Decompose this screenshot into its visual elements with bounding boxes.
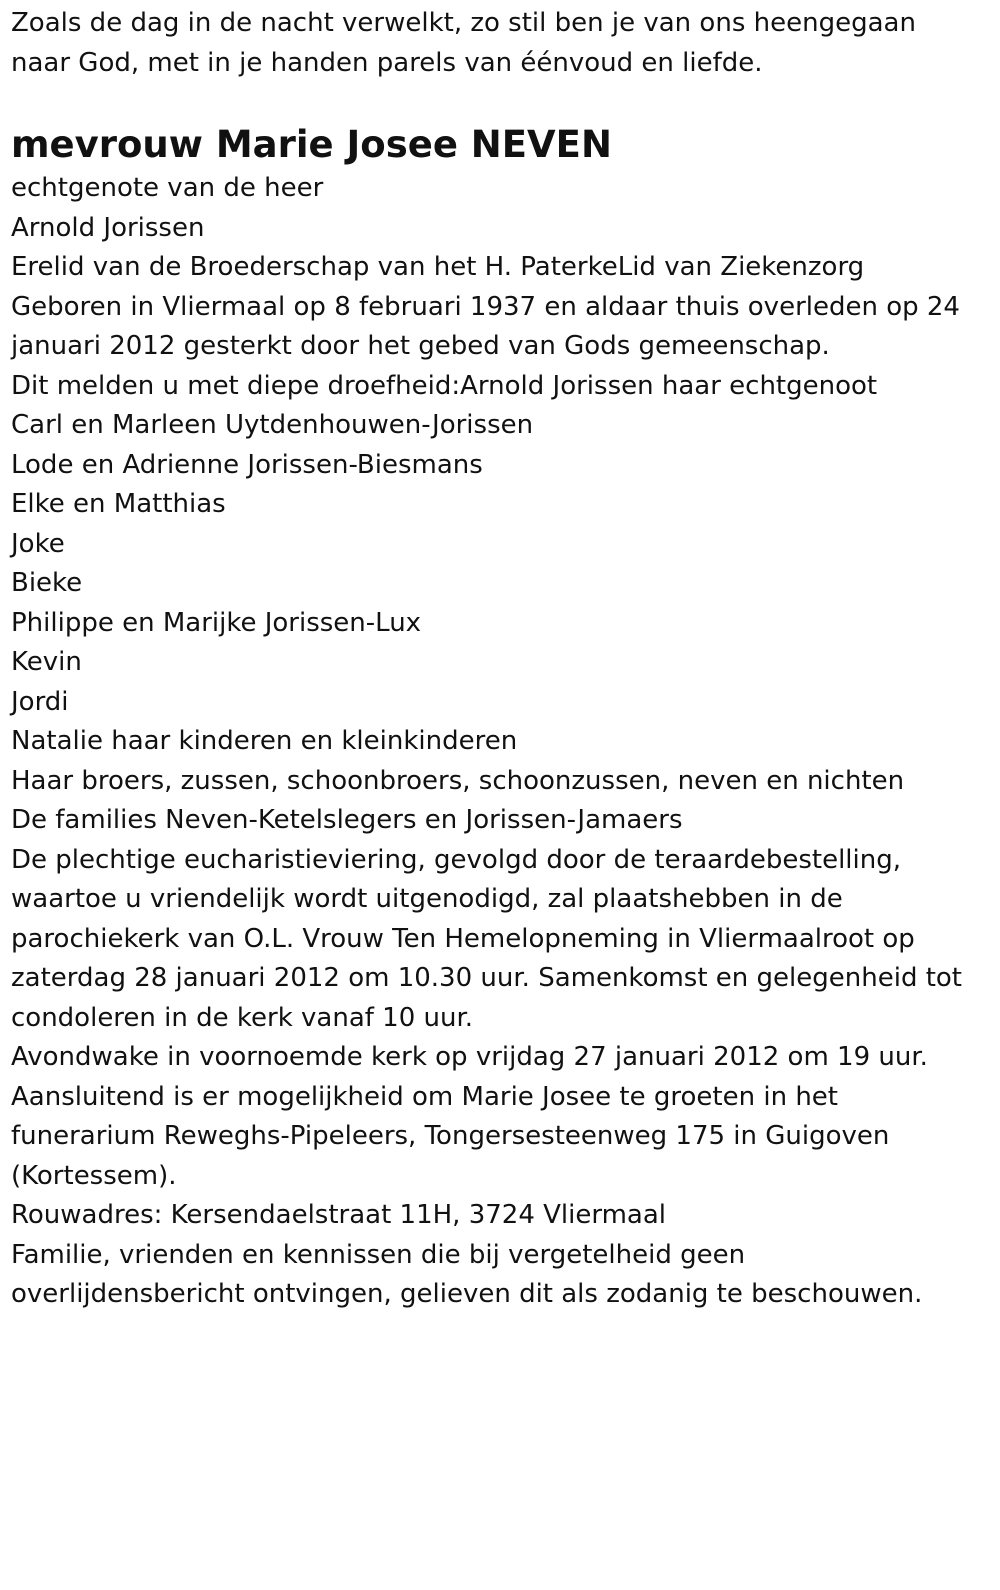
closing-line: Familie, vrienden en kennissen die bij vergetelheid geen bbox=[11, 1239, 746, 1270]
mourner-line: Natalie haar kinderen en kleinkinderen bbox=[11, 726, 518, 756]
ceremony-line: (Kortessem). bbox=[11, 1160, 177, 1191]
mourner-line: Philippe en Marijke Jorissen-Lux bbox=[11, 607, 422, 638]
poem-line: naar God, met in je handen parels van éénvoud en liefde. bbox=[11, 47, 763, 78]
birth-death-line: januari 2012 gesterkt door het gebed van Gods gemeenschap. bbox=[11, 331, 830, 361]
mourning-address: Rouwadres: Kersendaelstraat 11H, 3724 Vliermaal bbox=[11, 1200, 667, 1230]
mourner-line: Carl en Marleen Uytdenhouwen-Jorissen bbox=[11, 410, 534, 440]
membership-block bbox=[11, 248, 990, 288]
mourners-block bbox=[11, 367, 990, 841]
spouse-line: echtgenote van de heer bbox=[11, 173, 324, 203]
ceremony-line: condoleren in de kerk vanaf 10 uur. bbox=[11, 1002, 474, 1033]
mourner-line: Elke en Matthias bbox=[11, 489, 226, 519]
mourner-line: Kevin bbox=[11, 647, 82, 677]
birth-death-line: Geboren in Vliermaal op 8 februari 1937 en aldaar thuis overleden op 24 bbox=[11, 291, 960, 322]
poem-line: Zoals de dag in de nacht verwelkt, zo stil ben je van ons heengegaan bbox=[11, 8, 916, 38]
mourner-line: Lode en Adrienne Jorissen-Biesmans bbox=[11, 449, 483, 480]
ceremony-line: Avondwake in voornoemde kerk op vrijdag 27 januari 2012 om 19 uur. bbox=[11, 1042, 928, 1072]
poem-block bbox=[11, 4, 990, 83]
spouse-block bbox=[11, 169, 990, 248]
ceremony-line: Aansluitend is er mogelijkheid om Marie Josee te groeten in het bbox=[11, 1081, 838, 1112]
mourner-line: De families Neven-Ketelslegers en Jorissen-Jamaers bbox=[11, 805, 683, 835]
mourner-line: Haar broers, zussen, schoonbroers, schoonzussen, neven en nichten bbox=[11, 765, 905, 796]
birth-death-block bbox=[11, 288, 990, 367]
ceremony-line: waartoe u vriendelijk wordt uitgenodigd, zal plaatshebben in de bbox=[11, 884, 843, 914]
ceremony-line: funerarium Reweghs-Pipeleers, Tongersesteenweg 175 in Guigoven bbox=[11, 1121, 890, 1151]
mourner-line: Joke bbox=[11, 528, 65, 559]
mourner-line: Jordi bbox=[11, 686, 69, 717]
closing-line: overlijdensbericht ontvingen, gelieven dit als zodanig te beschouwen. bbox=[11, 1279, 923, 1309]
ceremony-line: zaterdag 28 januari 2012 om 10.30 uur. Samenkomst en gelegenheid tot bbox=[11, 963, 963, 993]
closing-block bbox=[11, 1236, 990, 1315]
ceremony-line: De plechtige eucharistieviering, gevolgd door de teraardebestelling, bbox=[11, 844, 902, 875]
mourner-line: Bieke bbox=[11, 568, 83, 598]
ceremony-block bbox=[11, 841, 990, 1197]
spouse-line: Arnold Jorissen bbox=[11, 212, 205, 243]
deceased-name: mevrouw Marie Josee NEVEN bbox=[11, 123, 612, 166]
ceremony-line: parochiekerk van O.L. Vrouw Ten Hemelopneming in Vliermaalroot op bbox=[11, 923, 915, 954]
membership-line: Erelid van de Broederschap van het H. PaterkeLid van Ziekenzorg bbox=[11, 252, 865, 282]
mourner-line: Dit melden u met diepe droefheid:Arnold Jorissen haar echtgenoot bbox=[11, 370, 878, 401]
address-block bbox=[11, 1196, 990, 1236]
